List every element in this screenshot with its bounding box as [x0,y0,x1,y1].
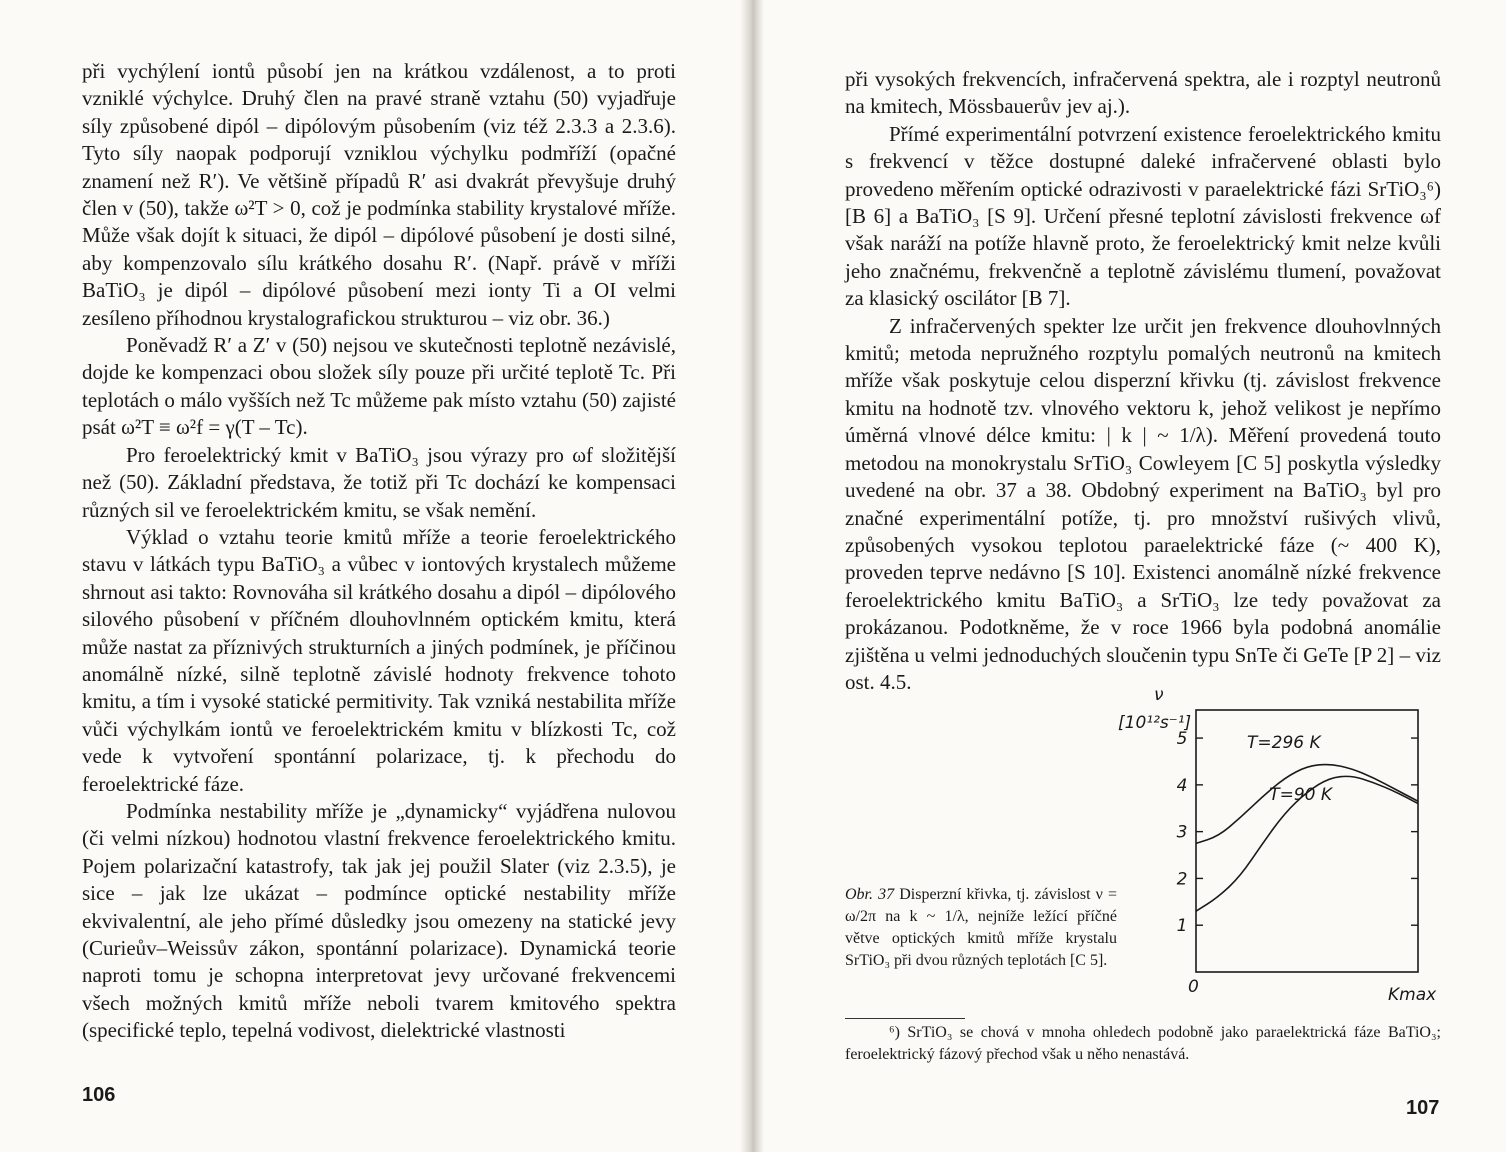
left-paragraph: Poněvadž R′ a Z′ v (50) nejsou ve skutečnosti teplotně nezávislé, dojde ke kompenzaci obou složek síly pouze při určité teplotě Tc. Při teplotách o málo vyšších než Tc můžeme pak místo vztahu (50) zajisté psát ω²T ≡ ω²f = γ(T – Tc). [82,333,676,440]
series-label: T=90 K [1269,784,1333,805]
book-gutter [740,0,764,1152]
y-tick-label: 2 [1176,869,1188,890]
y-axis-unit: [10¹²s⁻¹] [1118,713,1192,733]
left-page-text [82,58,676,1045]
left-paragraph: Podmínka nestability mříže je „dynamicky“ vyjádřena nulovou (či velmi nízkou) hodnotou vlastní frekvence feroelektrického kmitu. Pojem polarizační katastrofy, tak jak jej použil Slater (viz 2.3.5), je sice – jak lze ukázat – podmínce optické nestability mříže ekvivalentní, ale jeho přímé důsledky jsou omezeny na statické jevy (Curieův–Weissův zákon, spontánní polarizace). Dynamická teorie naproti tomu je schopna interpretovat jevy určované frekvencemi všech možných kmitů mříže neboli tvarem kmitového spektra (specifické teplo, tepelná vodivost, dielektrické vlastnosti [82,798,676,1043]
figure-caption [845,884,1117,972]
left-page-number: 106 [82,1084,116,1106]
y-tick-label: 5 [1176,729,1188,750]
right-paragraph: Z infračervených spekter lze určit jen frekvence dlouhovlnných kmitů; metoda nepružného rozptylu pomalých neutronů na kmitech mříže však poskytuje celou disperzní křivku (tj. závislost frekvence kmitu na hodnotě tzv. vlnového vektoru k, jehož velikost je nepřímo úměrná vlnové délce kmitu: | k | ~ 1/λ). Měření provedená touto metodou na monokrystalu SrTiO₃ Cowleyem [C 5] poskytla výsledky uvedené na obr. 37 a 38. Obdobný experiment na BaTiO₃ byl pro značné experimentální potíže, tj. pro množství rušivých vlivů, způsobených vysokou teplotou paraelektrické fáze (~ 400 K), proveden teprve nedávno [S 10]. Existenci anomálně nízké frekvence feroelektrického kmitu BaTiO₃ a SrTiO₃ lze tedy považovat za prokázanou. Podotkněme, že v roce 1966 byla podobná anomálie zjištěna u velmi jednoduchých sloučenin typu SnTe či GeTe [P 2] – viz ost. 4.5. [845,313,1441,694]
series-label: T=296 K [1247,733,1321,754]
y-tick-label: 3 [1176,822,1188,843]
right-paragraph: při vysokých frekvencích, infračervená spektra, ale i rozptyl neutronů na kmitech, Mössbauerův jev aj.). [845,67,1441,119]
x-axis-end-label: Kmax [1388,985,1437,1005]
right-paragraph: Přímé experimentální potvrzení existence feroelektrického kmitu s frekvencí v těžce dostupné daleké infračervené oblasti bylo provedeno měřením optické odrazivosti v paraelektrické fázi SrTiO₃⁶) [B 6] a BaTiO₃ [S 9]. Určení přesné teplotní závislosti frekvence ωf však naráží na potíže hlavně proto, že feroelektrický kmit nelze kvůli jeho značnému, frekvenčně a teplotně závislému tlumení, považovat za klasický oscilátor [B 7]. [845,121,1441,311]
dispersion-chart [1118,680,1448,1010]
x-axis-start-label: 0 [1188,977,1199,997]
footnote: ⁶) SrTiO₃ se chová v mnoha ohledech podobně jako paraelektrická fáze BaTiO₃; feroelektrický fázový přechod však u něho nenastává. [845,1024,1441,1063]
right-page-text [845,66,1441,696]
dispersion-chart-svg [1118,680,1448,1010]
left-paragraph: Výklad o vztahu teorie kmitů mříže a teorie feroelektrického stavu v látkách typu BaTiO₃ a vůbec v iontových krystalech můžeme shrnout asi takto: Rovnováha sil krátkého dosahu a dipól – dipólového silového působení v příčném dlouhovlnném optickém kmitu, která může nastat za příznivých strukturních a jiných podmínek, je příčinou anomálně nízké, silně teplotně závislé hodnoty frekvence tohoto kmitu, a tím i vysoké statické permitivity. Tak vzniká nestabilita mříže vůči výchylkám iontů ve feroelektrickém kmitu v blízkosti Tc, což vede k vytvoření spontánní polarizace, tj. k přechodu do feroelektrické fáze. [82,524,676,796]
left-paragraph: při vychýlení iontů působí jen na krátkou vzdálenost, a to proti vzniklé výchylce. Druhý člen na pravé straně vztahu (50) vyjadřuje síly způsobené dipól – dipólovým působením (viz též 2.3.3 a 2.3.6). Tyto síly naopak podporují vzniklou výchylku podmříží (opačné znamení než R′). Ve většině případů R′ asi dvakrát převyšuje druhý člen v (50), takže ω²T > 0, což je podmínka stability krystalové mříže. Může však dojít k situaci, že dipól – dipólové působení je dosti silné, aby kompenzovalo sílu krátkého dosahu R′. (Např. právě v mříži BaTiO₃ je dipól – dipólové působení mezi ionty Ti a OI velmi zesíleno příhodnou krystalografickou strukturou – viz obr. 36.) [82,59,676,330]
y-axis-symbol: ν [1154,685,1164,705]
figure-label: Obr. 37 [845,886,895,903]
right-page-number: 107 [1406,1097,1440,1119]
left-paragraph: Pro feroelektrický kmit v BaTiO₃ jsou výrazy pro ωf složitější než (50). Základní představa, že totiž při Tc dochází ke kompensaci různých sil ve feroelektrickém kmitu, se však nemění. [82,442,676,522]
footnote-rule [845,1018,965,1019]
y-tick-label: 4 [1176,775,1188,796]
figure-caption-text: Disperzní křivka, tj. závislost ν = ω/2π na k ~ 1/λ, nejníže ležící příčné větve optických kmitů mříže krystalu SrTiO₃ při dvou různých teplotách [C 5]. [845,886,1117,969]
y-tick-label: 1 [1176,916,1188,937]
